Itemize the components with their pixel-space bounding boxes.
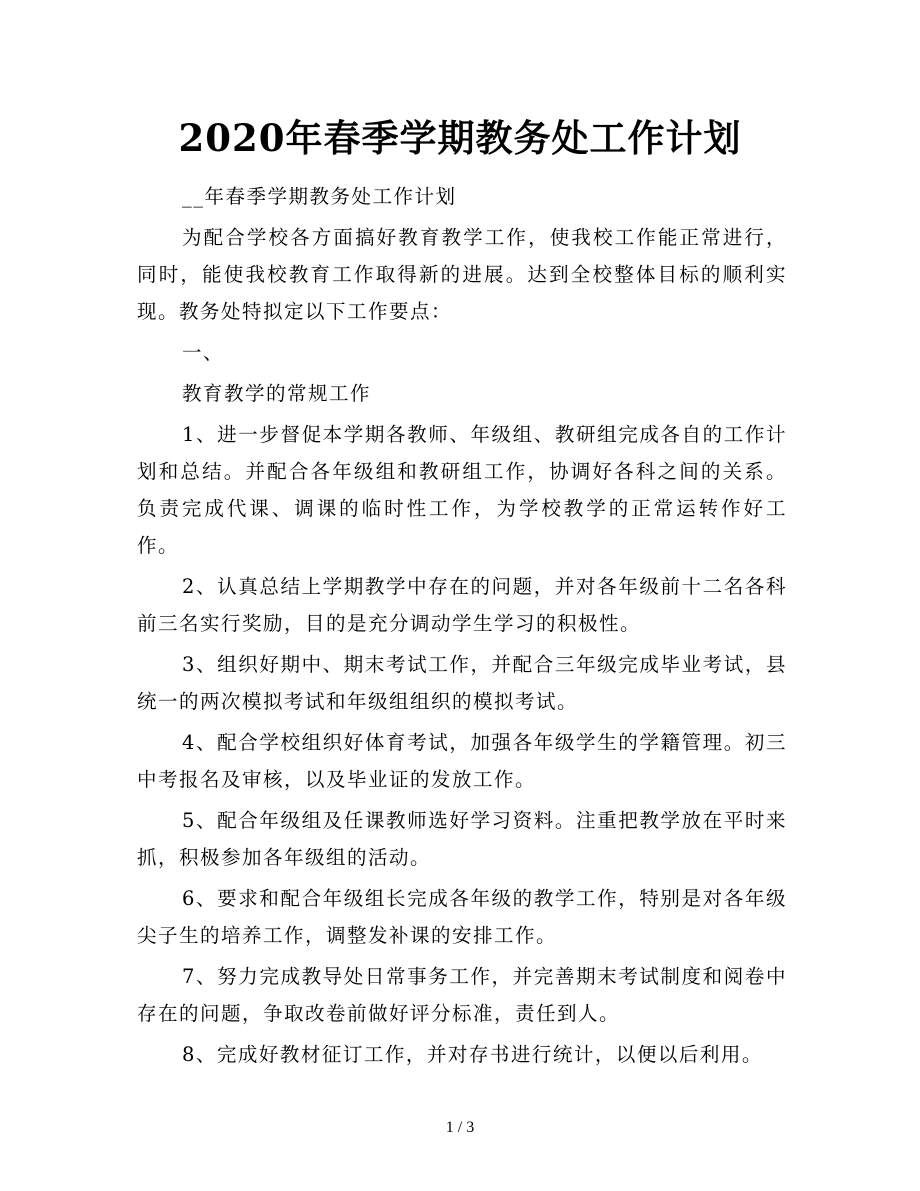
paragraph-item-5: 5、配合年级组及任课教师选好学习资料。注重把教学放在平时来抓，积极参加各年级组的活动。 [137, 809, 787, 869]
paragraph-item-8: 8、完成好教材征订工作，并对存书进行统计，以便以后利用。 [182, 1043, 763, 1066]
paragraph-item-6: 6、要求和配合年级组长完成各年级的教学工作，特别是对各年级尖子生的培养工作，调整发补课的安排工作。 [137, 887, 787, 947]
paragraph-item-2: 2、认真总结上学期教学中存在的问题，并对各年级前十二名各科前三名实行奖励，目的是充分调动学生学习的积极性。 [137, 575, 787, 635]
paragraph-item-3: 3、组织好期中、期末考试工作，并配合三年级完成毕业考试，县统一的两次模拟考试和年级组组织的模拟考试。 [137, 653, 787, 713]
paragraph-item-7: 7、努力完成教导处日常事务工作，并完善期末考试制度和阅卷中存在的问题，争取改卷前做好评分标准，责任到人。 [137, 965, 787, 1025]
section-heading: 教育教学的常规工作 [182, 382, 372, 405]
document-title: 2020年春季学期教务处工作计划 [178, 116, 742, 160]
page-number: 1 / 3 [445, 1119, 475, 1136]
paragraph-subtitle: __年春季学期教务处工作计划 [182, 185, 457, 208]
paragraph-item-4: 4、配合学校组织好体育考试，加强各年级学生的学籍管理。初三中考报名及审核，以及毕业证的发放工作。 [137, 731, 787, 791]
paragraph-item-1: 1、进一步督促本学期各教师、年级组、教研组完成各自的工作计划和总结。并配合各年级组和教研组工作，协调好各科之间的关系。负责完成代课、调课的临时性工作，为学校教学的正常运转作好工作。 [137, 423, 787, 557]
paragraph-intro: 为配合学校各方面搞好教育教学工作，使我校工作能正常进行，同时，能使我校教育工作取得新的进展。达到全校整体目标的顺利实现。教务处特拟定以下工作要点： [137, 226, 787, 323]
section-number: 一、 [182, 341, 225, 364]
document-body [137, 178, 787, 1077]
